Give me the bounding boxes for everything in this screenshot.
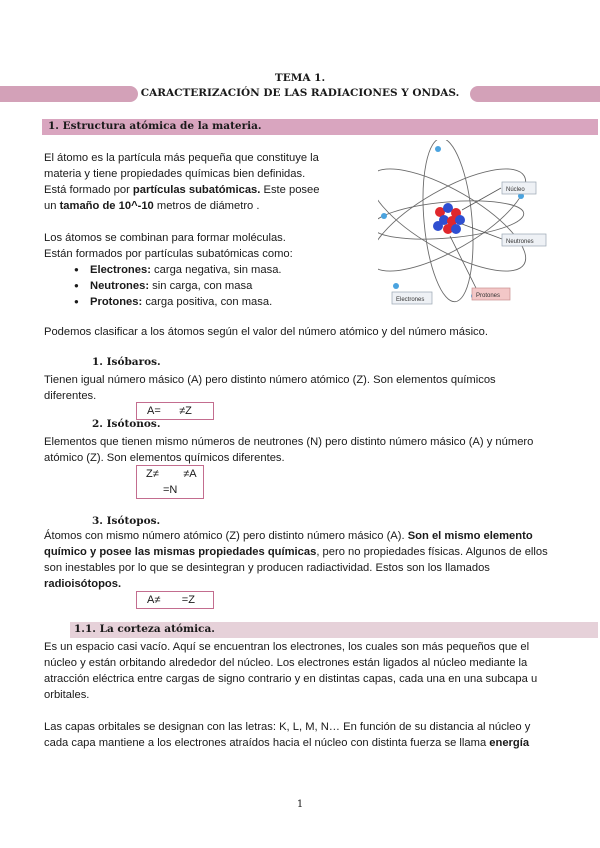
isotopos-line-1: Átomos con mismo número atómico (Z) pero distinto número másico (A). Son el mismo elemento (44, 530, 533, 542)
subsection-heading-bar (70, 622, 598, 638)
corteza-line-3: atracción eléctrica entre cargas de signo contrario y en distintas capas, cada una en una subcapa u (44, 673, 538, 685)
combine-line-1: Los átomos se combinan para formar moléculas. (44, 232, 286, 244)
corteza-line-4: orbitales. (44, 689, 90, 701)
isobaros-formula-box: A= ≠Z (136, 402, 214, 420)
section-heading-bar (42, 119, 598, 135)
corteza-line-6: cada capa mantiene a los electrones atraídos hacia el núcleo con distinta fuerza se llama energía (44, 737, 530, 749)
isotonos-box-line-2: =N (163, 484, 178, 496)
isotonos-box-line-1: Z≠ ≠A (146, 468, 197, 480)
corteza-line-1: Es un espacio casi vacío. Aquí se encuentran los electrones, los cuales son más pequeños que el (44, 641, 530, 653)
intro-line-4: un tamaño de 10^-10 metros de diámetro . (44, 200, 260, 212)
document-title: CARACTERIZACIÓN DE LAS RADIACIONES Y ONDAS. (140, 87, 460, 99)
isobaros-line-1: Tienen igual número másico (A) pero distinto número atómico (Z). Son elementos químicos (44, 374, 496, 386)
isotopos-line-3: son inestables por lo que se desintegran y producen radiactividad. Estos son los llamados (44, 562, 490, 574)
intro-line-1: El átomo es la partícula más pequeña que constituye la (44, 152, 319, 164)
title-band (0, 86, 600, 102)
nucleo-label: Núcleo (506, 187, 525, 193)
corteza-line-2: núcleo y están orbitando alrededor del núcleo. Los electrones están ligados al núcleo mediante la (44, 657, 528, 669)
isotopos-line-2: químico y posee las mismas propiedades químicas, pero no propiedades físicas. Algunos de ellos (44, 546, 548, 558)
neutrones-label: Neutrones (506, 239, 534, 245)
isotopos-heading: 3. Isótopos. (92, 515, 161, 527)
nucleus (433, 203, 465, 234)
corteza-line-5: Las capas orbitales se designan con las letras: K, L, M, N… En función de su distancia al núcleo y (44, 721, 531, 733)
atom-diagram (378, 140, 558, 310)
intro-line-2: materia y tiene propiedades químicas bien definidas. (44, 168, 306, 180)
protones-label: Protones (476, 293, 501, 299)
classify-text: Podemos clasificar a los átomos según el valor del número atómico y del número másico. (44, 326, 488, 338)
bullet-electrones: ● Electrones: carga negativa, sin masa. (90, 262, 282, 278)
bullet-neutrones: ● Neutrones: sin carga, con masa (90, 278, 252, 294)
isotonos-line-1: Elementos que tienen mismo números de neutrones (N) pero distinto número másico (A) y número (44, 436, 534, 448)
isotonos-formula-box (136, 465, 204, 499)
isobaros-heading: 1. Isóbaros. (92, 356, 161, 368)
isotopos-formula-box: A≠ =Z (136, 591, 214, 609)
leader-lines (450, 188, 502, 292)
isotonos-heading: 2. Isótonos. (92, 418, 161, 430)
bullet-protones: ● Protones: carga positiva, con masa. (90, 294, 272, 310)
subsection-heading: 1.1. La corteza atómica. (74, 623, 215, 635)
intro-line-3: Está formado por partículas subatómicas. Este posee (44, 184, 320, 196)
isotopos-line-4: radioisótopos. (44, 578, 122, 590)
electrones-label: Electrones (396, 297, 425, 303)
section-heading: 1. Estructura atómica de la materia. (48, 120, 262, 132)
page-number: 1 (296, 799, 304, 810)
isotonos-line-2: atómico (Z). Son elementos químicos diferentes. (44, 452, 285, 464)
isobaros-line-2: diferentes. (44, 390, 97, 402)
combine-line-2: Están formados por partículas subatómicas como: (44, 248, 293, 260)
document-tema: TEMA 1. (274, 72, 326, 84)
